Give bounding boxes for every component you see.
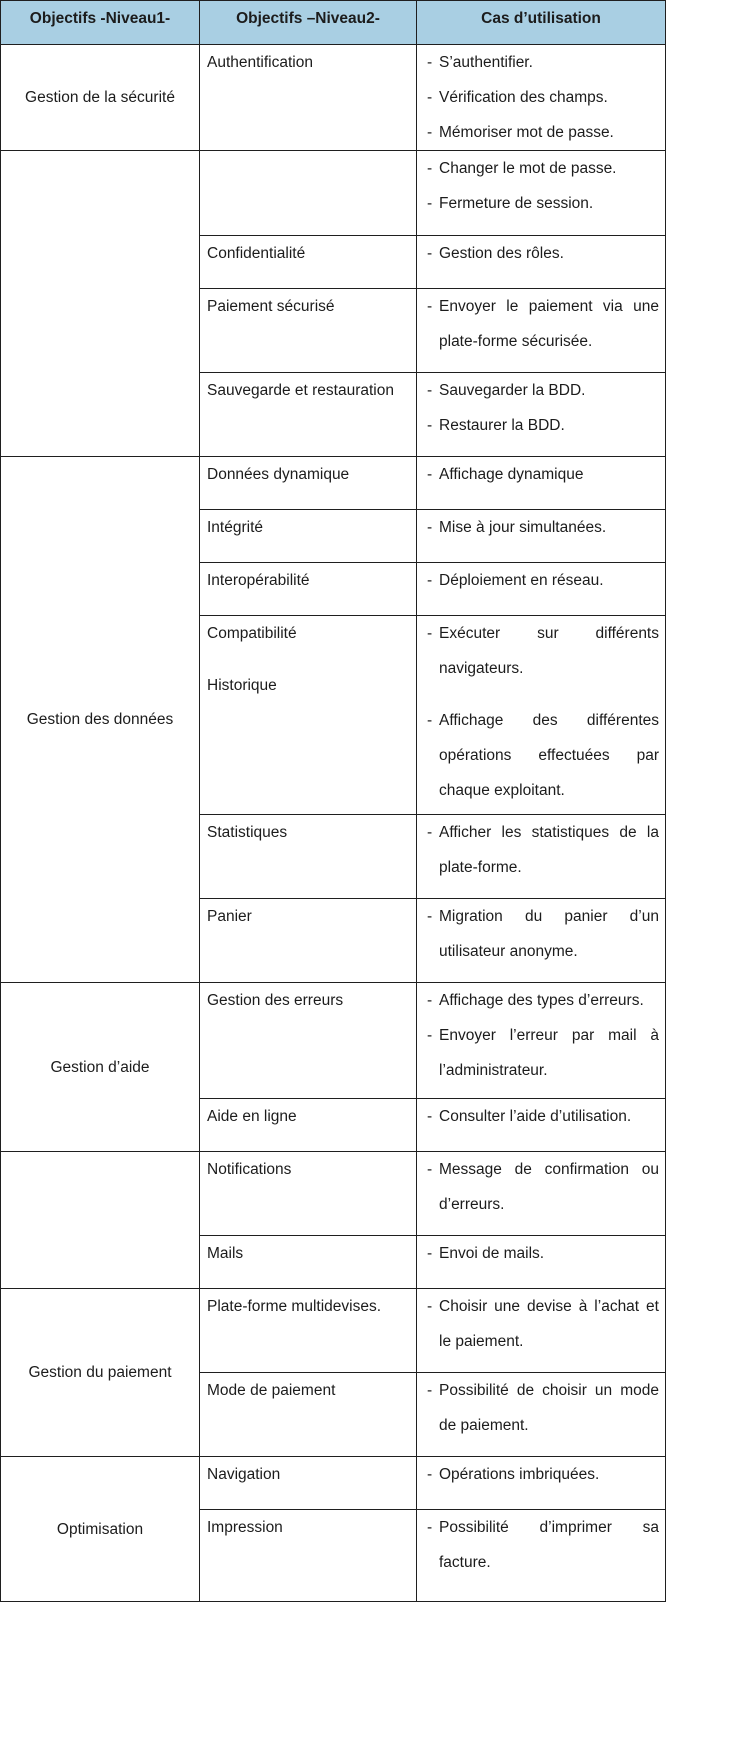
level2-cell: Interopérabilité — [200, 563, 417, 616]
use-case-item: - Changer le mot de passe. — [427, 160, 617, 177]
use-case-cell — [417, 373, 666, 457]
level2-cell: Authentification — [200, 45, 417, 151]
table-row — [1, 151, 666, 236]
level2-cell — [200, 151, 417, 236]
use-case-item: - Possibilité d’imprimer sa facture. — [427, 1519, 659, 1571]
use-case-item: - S’authentifier. — [427, 54, 533, 71]
level1-cell: Optimisation — [1, 1457, 200, 1602]
use-case-item: - Afficher les statistiques de la plate-forme. — [427, 824, 659, 876]
table-row — [1, 45, 666, 151]
use-case-cell — [417, 510, 666, 563]
use-case-cell — [417, 1236, 666, 1289]
level2-cell: Intégrité — [200, 510, 417, 563]
level1-cell: Gestion de la sécurité — [1, 45, 200, 151]
level2-cell — [200, 616, 417, 815]
level2-cell: Mails — [200, 1236, 417, 1289]
level2-cell: Mode de paiement — [200, 1373, 417, 1457]
use-case-item: - Vérification des champs. — [427, 89, 608, 106]
spacer — [207, 651, 410, 668]
use-case-cell — [417, 1099, 666, 1152]
level2-cell: Panier — [200, 899, 417, 983]
use-case-item: - Opérations imbriquées. — [427, 1466, 600, 1483]
table-row — [1, 1457, 666, 1510]
use-case-item: - Envoi de mails. — [427, 1245, 545, 1262]
spacer — [427, 686, 659, 703]
use-case-item: - Migration du panier d’un utilisateur anonyme. — [427, 908, 659, 960]
use-case-item: - Envoyer le paiement via une plate-forme sécurisée. — [427, 298, 659, 350]
level2-cell: Sauvegarde et restauration — [200, 373, 417, 457]
table-row — [1, 1289, 666, 1373]
use-case-cell — [417, 1457, 666, 1510]
level2-cell: Confidentialité — [200, 236, 417, 289]
use-case-item: - Gestion des rôles. — [427, 245, 564, 262]
level1-cell: Gestion d’aide — [1, 983, 200, 1152]
level2-cell: Paiement sécurisé — [200, 289, 417, 373]
use-case-cell — [417, 151, 666, 236]
use-case-cell — [417, 1152, 666, 1236]
level2-cell: Navigation — [200, 1457, 417, 1510]
use-case-cell — [417, 616, 666, 815]
use-case-item: - Message de confirmation ou d’erreurs. — [427, 1161, 659, 1213]
use-case-item: - Sauvegarder la BDD. — [427, 382, 586, 399]
use-case-cell — [417, 815, 666, 899]
use-case-item: - Affichage des différentes opérations effectuées par chaque exploitant. — [427, 712, 659, 799]
use-case-cell — [417, 1289, 666, 1373]
level1-cell: Gestion du paiement — [1, 1289, 200, 1457]
use-case-item: - Affichage des types d’erreurs. — [427, 992, 644, 1009]
use-case-item: - Restaurer la BDD. — [427, 417, 565, 434]
header-use-cases: Cas d’utilisation — [417, 1, 666, 45]
use-case-item: - Déploiement en réseau. — [427, 572, 604, 589]
header-level2: Objectifs –Niveau2- — [200, 1, 417, 45]
level1-cell — [1, 151, 200, 457]
level2-cell: Impression — [200, 1510, 417, 1602]
use-case-cell — [417, 457, 666, 510]
header-row — [1, 1, 666, 45]
table-row — [1, 983, 666, 1099]
use-case-item: - Envoyer l’erreur par mail à l’administrateur. — [427, 1027, 659, 1079]
level2-cell: Aide en ligne — [200, 1099, 417, 1152]
use-case-item: - Affichage dynamique — [427, 466, 584, 483]
level2-cell: Gestion des erreurs — [200, 983, 417, 1099]
use-case-cell — [417, 983, 666, 1099]
header-level1: Objectifs -Niveau1- — [1, 1, 200, 45]
use-case-cell — [417, 899, 666, 983]
use-case-item: - Choisir une devise à l’achat et le paiement. — [427, 1298, 659, 1350]
level2-label: Historique — [207, 677, 277, 694]
level2-label: Compatibilité — [207, 625, 297, 642]
use-case-item: - Mise à jour simultanées. — [427, 519, 607, 536]
use-case-cell — [417, 289, 666, 373]
table-row — [1, 457, 666, 510]
level2-cell: Statistiques — [200, 815, 417, 899]
level1-cell — [1, 1152, 200, 1289]
use-case-cell — [417, 45, 666, 151]
use-case-cell — [417, 1373, 666, 1457]
use-case-item: - Fermeture de session. — [427, 195, 594, 212]
use-case-item: - Exécuter sur différents navigateurs. — [427, 625, 659, 677]
table-row — [1, 1152, 666, 1236]
use-case-cell — [417, 1510, 666, 1602]
level2-cell: Données dynamique — [200, 457, 417, 510]
use-case-item: - Mémoriser mot de passe. — [427, 124, 614, 141]
level2-cell: Notifications — [200, 1152, 417, 1236]
use-case-item: - Consulter l’aide d’utilisation. — [427, 1108, 632, 1125]
level1-cell: Gestion des données — [1, 457, 200, 983]
level2-cell: Plate-forme multidevises. — [200, 1289, 417, 1373]
use-case-cell — [417, 236, 666, 289]
use-case-item: - Possibilité de choisir un mode de paiement. — [427, 1382, 659, 1434]
use-case-cell — [417, 563, 666, 616]
